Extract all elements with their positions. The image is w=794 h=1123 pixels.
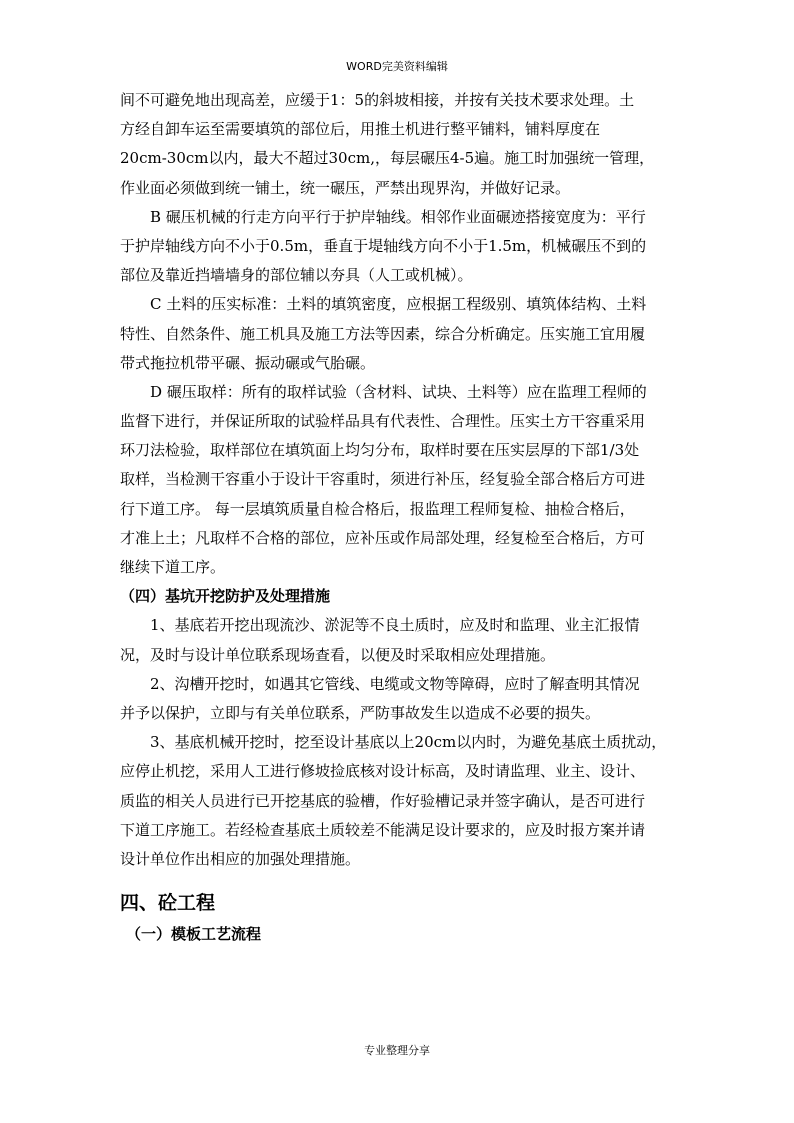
text-line: 才准上土；凡取样不合格的部位，应补压或作局部处理，经复检至合格后，方可 xyxy=(120,528,646,547)
paragraph-item-1 xyxy=(120,611,680,669)
text-line: 作业面必须做到统一铺土，统一碾压，严禁出现界沟，并做好记录。 xyxy=(120,178,571,197)
text-line: 部位及靠近挡墙墙身的部位辅以夯具（人工或机械）。 xyxy=(120,266,473,285)
text-line: 监督下进行，并保证所取的试验样品具有代表性、合理性。压实土方干容重采用 xyxy=(120,412,646,431)
text-line: 环刀法检验，取样部位在填筑面上均匀分布，取样时要在压实层厚的下部1/3处 xyxy=(120,441,640,460)
paragraph-item-3 xyxy=(120,728,680,874)
paragraph-fill-method xyxy=(120,86,680,203)
text-line: 3、基底机械开挖时，挖至设计基底以上20cm以内时，为避免基底土质扰动， xyxy=(150,733,667,752)
paragraph-item-2 xyxy=(120,670,680,728)
text-line: 带式拖拉机带平碾、振动碾或气胎碾。 xyxy=(120,353,376,372)
text-line: 1、基底若开挖出现流沙、淤泥等不良土质时，应及时和监理、业主汇报情 xyxy=(150,616,640,635)
document-body xyxy=(120,86,680,949)
text-line: 行下道工序。 每一层填筑质量自检合格后，报监理工程师复检、抽检合格后， xyxy=(120,499,635,518)
section-heading: 四、砼工程 xyxy=(120,892,216,915)
text-line: 20cm-30cm以内，最大不超过30cm,，每层碾压4-5遍。施工时加强统一管理， xyxy=(120,149,655,168)
page-footer: 专业整理分享 xyxy=(364,1044,430,1057)
paragraph-c-standard xyxy=(120,290,680,378)
text-line: 并予以保护，立即与有关单位联系，严防事故发生以造成不必要的损失。 xyxy=(120,703,601,722)
text-line: 况，及时与设计单位联系现场查看，以便及时采取相应处理措施。 xyxy=(120,645,556,664)
page-header: WORD完美资料编辑 xyxy=(346,60,448,73)
text-line: 特性、自然条件、施工机具及施工方法等因素，综合分析确定。压实施工宜用履 xyxy=(120,324,646,343)
text-line: 质监的相关人员进行已开挖基底的验槽，作好验槽记录并签字确认，是否可进行 xyxy=(120,791,646,810)
text-line: D 碾压取样：所有的取样试验（含材料、试块、土料等）应在监理工程师的 xyxy=(150,382,647,401)
text-line: 设计单位作出相应的加强处理措施。 xyxy=(120,849,361,868)
text-line: 2、沟槽开挖时，如遇其它管线、电缆或文物等障碍，应时了解查明其情况 xyxy=(150,674,640,693)
paragraph-b-compaction xyxy=(120,203,680,291)
text-line: 应停止机挖，采用人工进行修坡捡底核对设计标高，及时请监理、业主、设计、 xyxy=(120,762,646,781)
text-line: 取样，当检测干容重小于设计干容重时，须进行补压，经复验全部合格后方可进 xyxy=(120,470,646,489)
paragraph-d-sampling xyxy=(120,378,680,582)
text-line: 方经自卸车运至需要填筑的部位后，用推土机进行整平铺料，铺料厚度在 xyxy=(120,120,601,139)
subsection-heading-1: （一）模板工艺流程 xyxy=(126,925,262,944)
subsection-heading-4: （四）基坑开挖防护及处理措施 xyxy=(120,587,331,606)
text-line: 下道工序施工。若经检查基底土质较差不能满足设计要求的，应及时报方案并请 xyxy=(120,820,646,839)
text-line: B 碾压机械的行走方向平行于护岸轴线。相邻作业面碾迹搭接宽度为：平行 xyxy=(150,207,646,226)
text-line: 于护岸轴线方向不小于0.5m，垂直于堤轴线方向不小于1.5m，机械碾压不到的 xyxy=(120,236,647,255)
text-line: 继续下道工序。 xyxy=(120,558,226,576)
text-line: C 土料的压实标准：土料的填筑密度，应根据工程级别、填筑体结构、土料 xyxy=(150,295,647,314)
text-line: 间不可避免地出现高差，应缓于1：5的斜坡相接，并按有关技术要求处理。土 xyxy=(120,91,635,109)
